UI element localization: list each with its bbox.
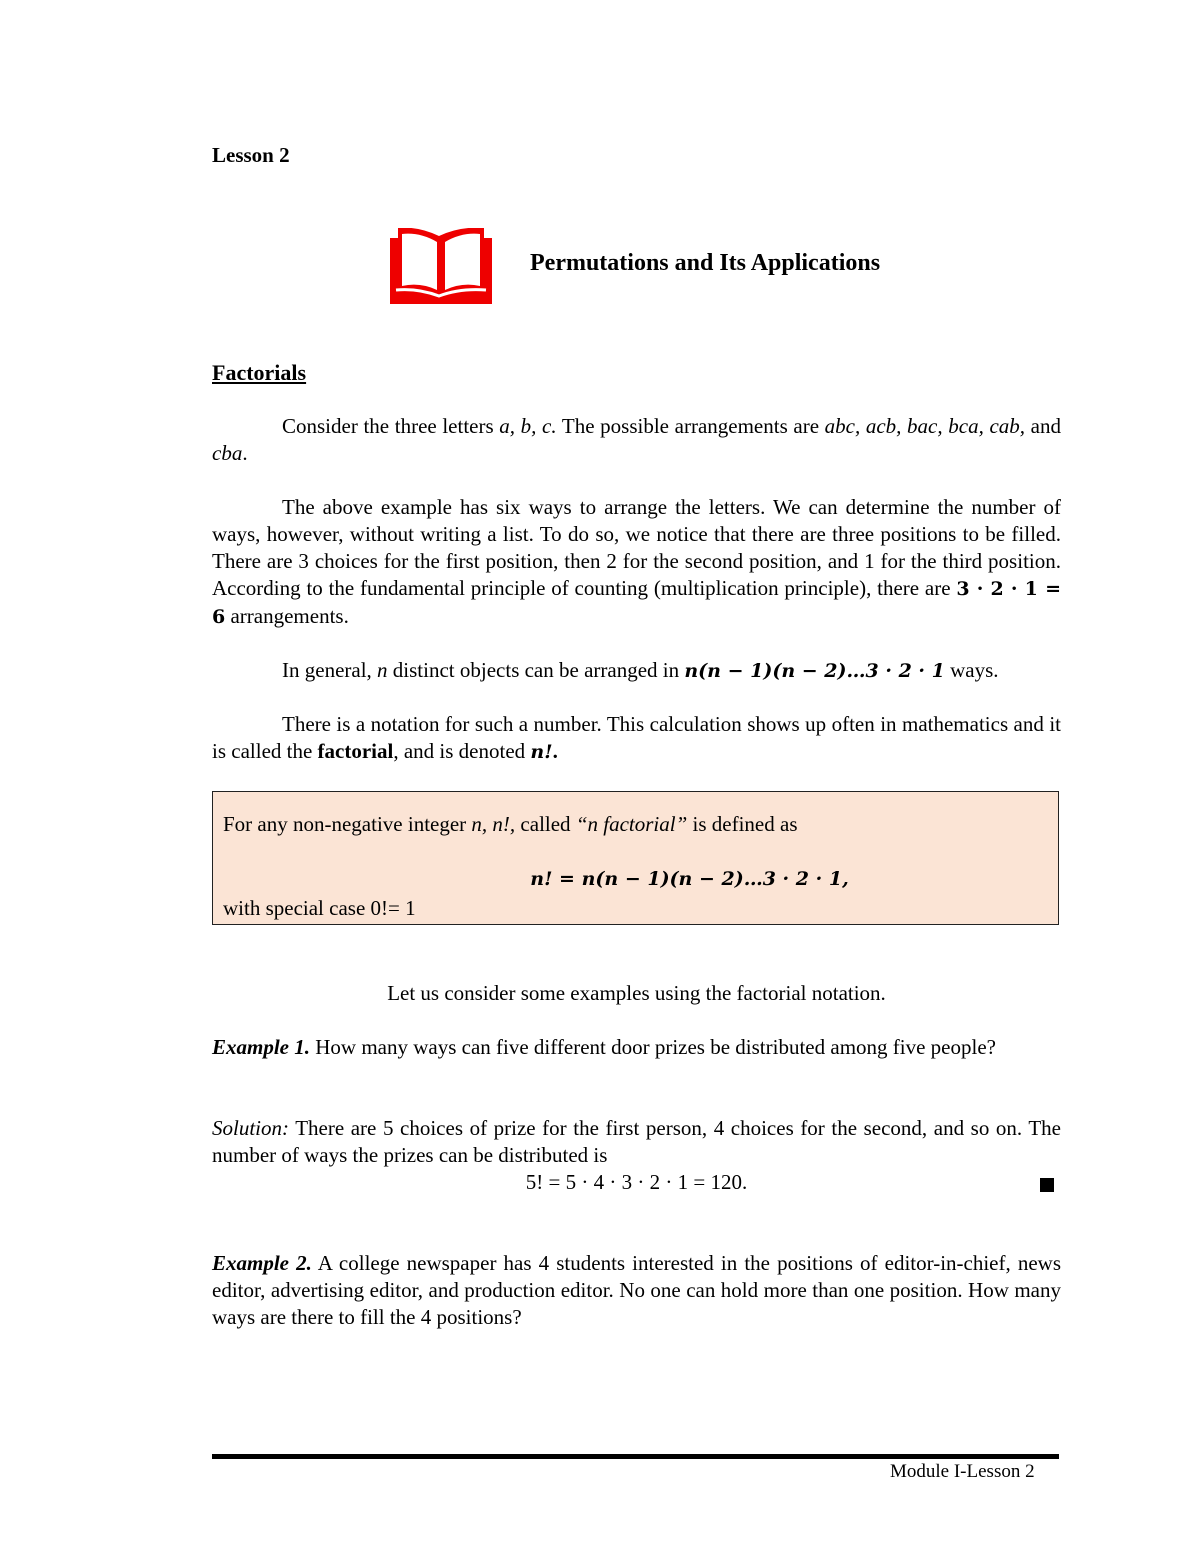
footer-divider	[212, 1454, 1059, 1459]
document-title: Permutations and Its Applications	[530, 250, 881, 276]
definition-text: For any non-negative integer n, n!, called “n factorial” is defined as	[223, 812, 798, 836]
paragraph-general: In general, n distinct objects can be arranged in n(n − 1)(n − 2)…3 · 2 · 1 ways.	[282, 658, 999, 682]
footer-label: Module I-Lesson 2	[890, 1461, 1035, 1482]
math-expression: n!	[530, 741, 553, 763]
definition-formula: n! = n(n − 1)(n − 2)…3 · 2 · 1,	[530, 868, 849, 890]
math-expression: n(n − 1)(n − 2)…3 · 2 · 1	[684, 660, 945, 682]
end-of-proof-square-icon	[1040, 1178, 1054, 1192]
paragraph-counting: The above example has six ways to arrange the letters. We can determine the number of ways, however, without writing a list. To do so, we notice that there are three positions to be filled. There are 3 choices for the first position, then 2 for the second position, and 1 for the third position. According to the fundamental principle of counting (multiplication principle), there are 3 · 2 · 1 = 6 arrangements.	[212, 495, 1061, 628]
examples-intro: Let us consider some examples using the factorial notation.	[387, 981, 886, 1005]
paragraph-notation: There is a notation for such a number. This calculation shows up often in mathematics and it is called the factorial, and is denoted n!.	[212, 712, 1061, 763]
solution-formula: 5! = 5 · 4 · 3 · 2 · 1 = 120.	[525, 1170, 748, 1194]
example-2: Example 2. A college newspaper has 4 students interested in the positions of editor-in-chief, news editor, advertising editor, and production editor. No one can hold more than one position. How many ways are there to fill the 4 positions?	[212, 1251, 1062, 1329]
math-expression: 3 · 2 · 1 = 6	[212, 578, 1061, 628]
definition-box	[212, 791, 1059, 925]
definition-special-case: with special case 0!= 1	[223, 896, 416, 920]
solution-1: Solution: There are 5 choices of prize for the first person, 4 choices for the second, and so on. The number of ways the prizes can be distributed is	[212, 1116, 1061, 1167]
paragraph-arrangements: Consider the three letters a, b, c. The possible arrangements are abc, acb, bac, bca, cab, and cba.	[212, 414, 1061, 465]
section-heading: Factorials	[212, 360, 307, 385]
example-1: Example 1. How many ways can five different door prizes be distributed among five people?	[212, 1035, 996, 1059]
lesson-label: Lesson 2	[212, 143, 290, 167]
open-book-icon	[388, 228, 494, 304]
